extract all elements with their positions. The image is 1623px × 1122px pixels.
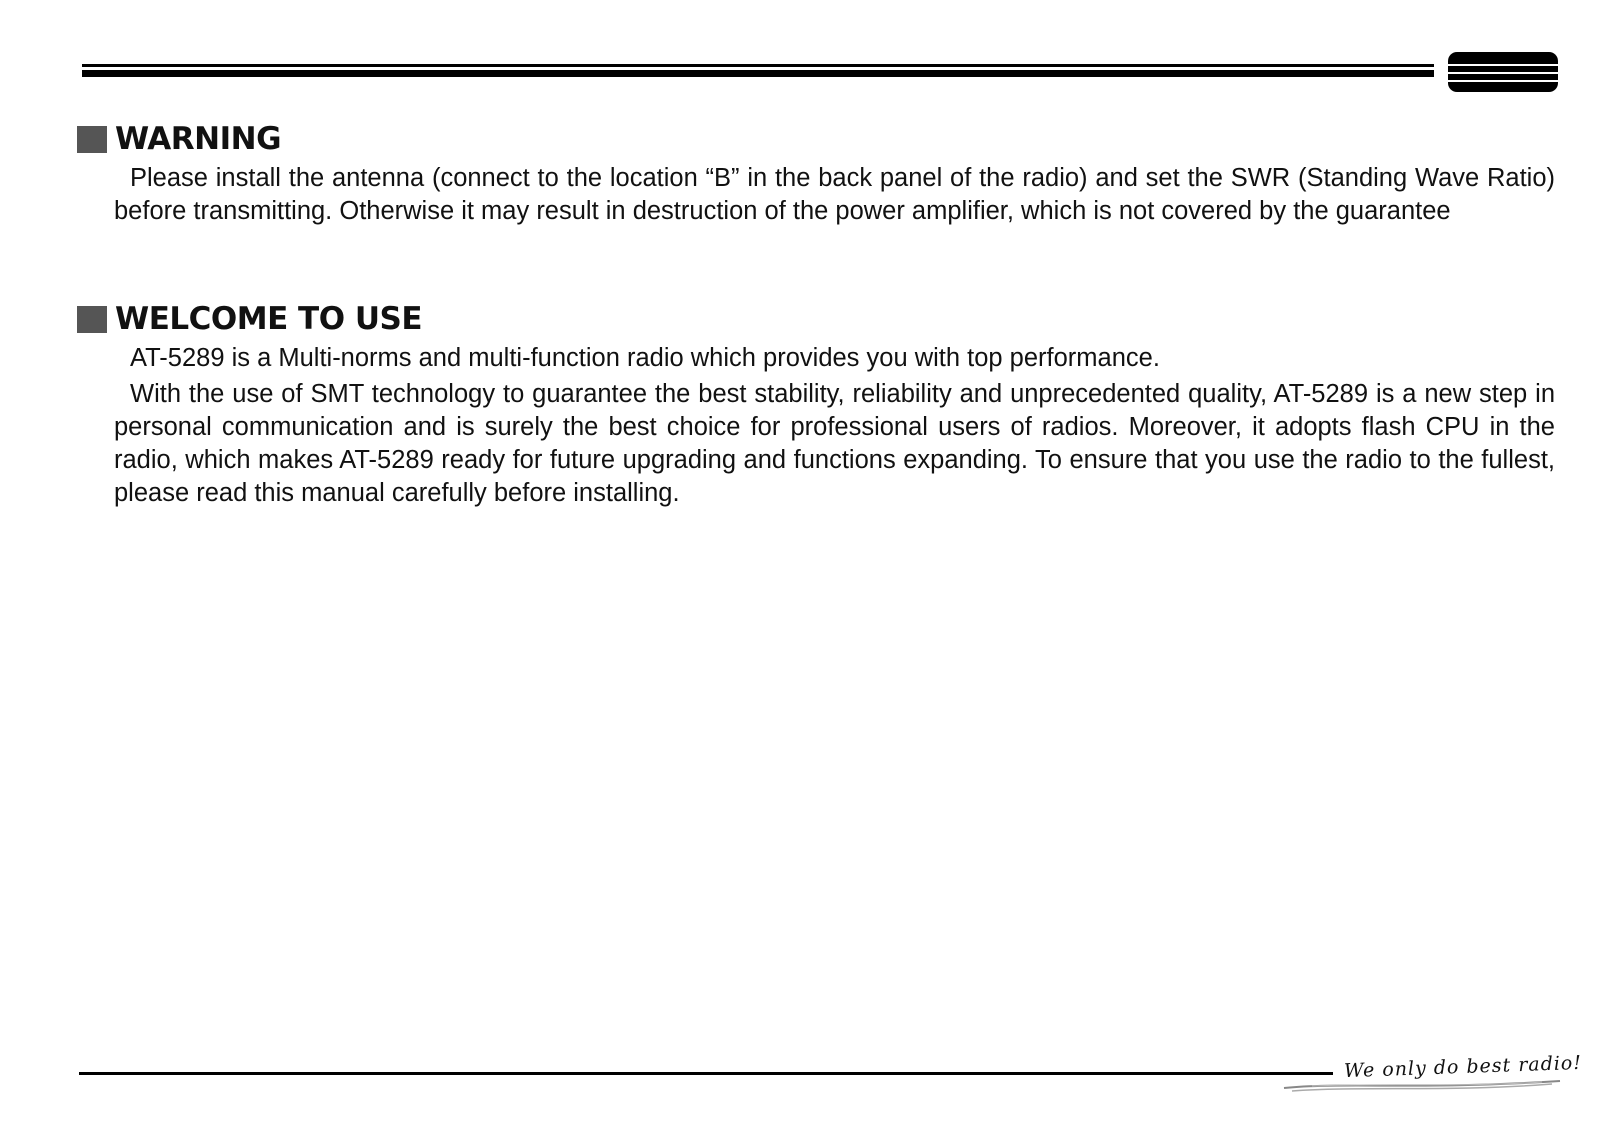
footer-slogan bbox=[1282, 1051, 1583, 1094]
header-rule-thin bbox=[82, 64, 1434, 67]
footer-rule bbox=[79, 1072, 1333, 1075]
section-heading bbox=[77, 121, 1555, 157]
heading-square-icon bbox=[77, 306, 107, 333]
header-tab-stripe bbox=[1448, 80, 1558, 82]
warning-heading: WARNING bbox=[115, 121, 282, 157]
welcome-heading: WELCOME TO USE bbox=[115, 301, 423, 337]
warning-section bbox=[77, 121, 1555, 228]
welcome-paragraph-1: AT-5289 is a Multi-norms and multi-function radio which provides you with top performance. bbox=[130, 344, 1160, 372]
welcome-paragraph-2: With the use of SMT technology to guarantee the best stability, reliability and unprecedented quality, AT-5289 is a new step in personal communication and is surely the best choice for professional users of radios. Moreover, it adopts flash CPU in the radio, which makes AT-5289 ready for future upgrading and functions expanding. To ensure that you use the radio to the fullest, please read this manual carefully before installing. bbox=[114, 380, 1555, 507]
header-tab bbox=[1448, 52, 1558, 92]
header-tab-stripe bbox=[1448, 64, 1558, 66]
brush-stroke-icon bbox=[1282, 1078, 1562, 1094]
header-tab-stripe bbox=[1448, 72, 1558, 74]
warning-paragraph: Please install the antenna (connect to the location “B” in the back panel of the radio) and set the SWR (Standing Wave Ratio) before transmitting. Otherwise it may result in destruction of the power amplifier, which is not covered by the guarantee bbox=[114, 164, 1555, 225]
section-heading bbox=[77, 301, 1555, 337]
welcome-section bbox=[77, 301, 1555, 510]
heading-square-icon bbox=[77, 126, 107, 153]
header-rule-thick bbox=[82, 70, 1434, 77]
slogan-text: We only do best radio! bbox=[1343, 1051, 1583, 1083]
header-rule bbox=[82, 64, 1434, 80]
